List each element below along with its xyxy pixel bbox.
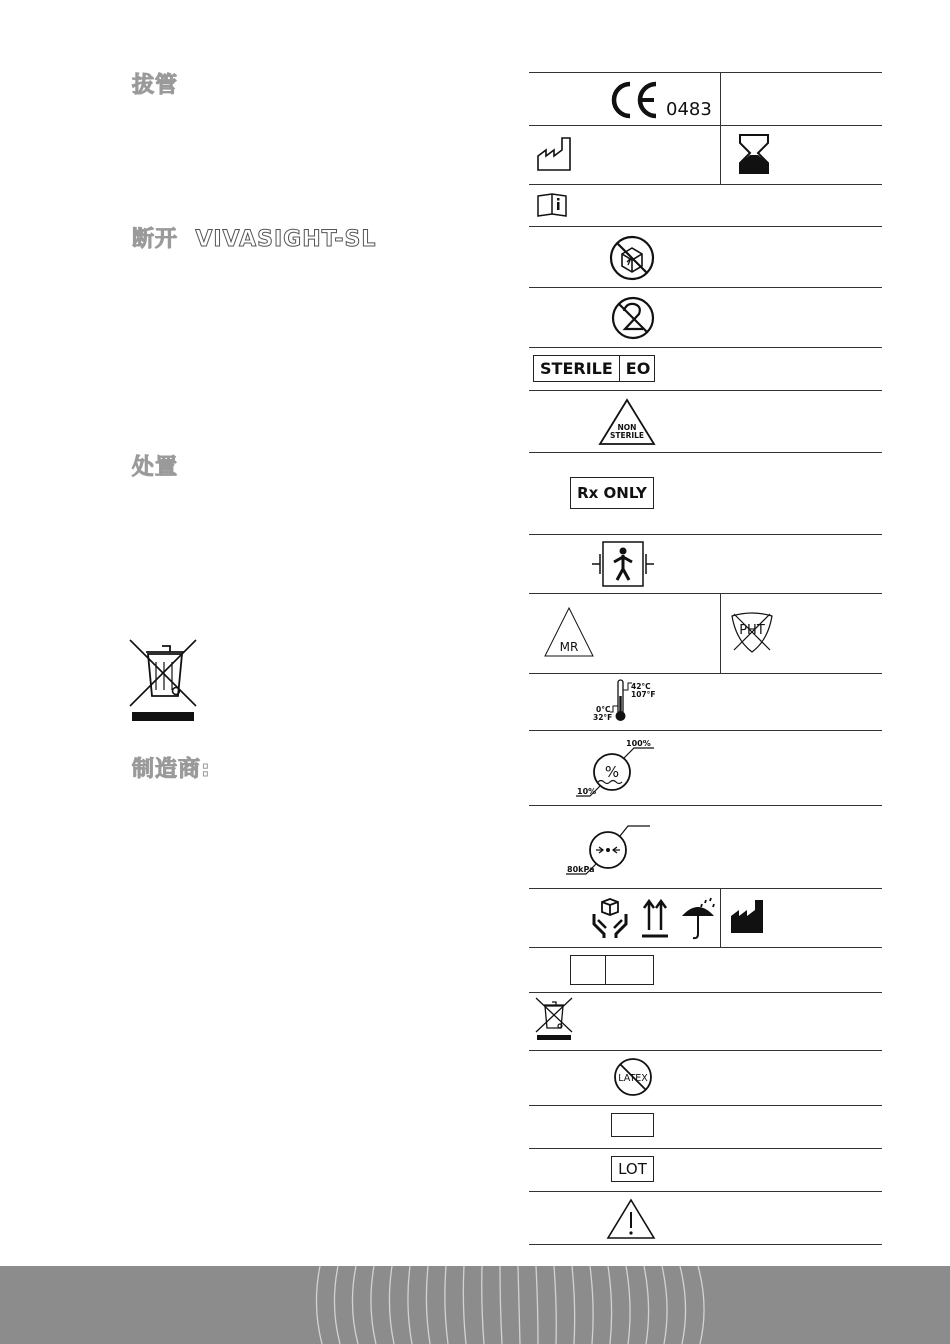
non-sterile-line1: NON [617, 423, 637, 432]
row-divider [529, 1191, 882, 1192]
atmospheric-pressure-icon [564, 822, 654, 878]
temp-high-f: 107°F [631, 690, 656, 699]
heading-removal: 拔管 [132, 73, 179, 98]
manufacturer-icon [730, 898, 768, 934]
consult-instructions-icon [536, 192, 568, 218]
weee-bin-icon [128, 636, 200, 726]
temperature-limit-icon [588, 678, 660, 726]
two-cell-label-box [570, 955, 654, 985]
two-cell-divider [605, 956, 606, 984]
eo-text: EO [625, 359, 651, 378]
heading-disconnect-prefix: 断开 [132, 227, 179, 252]
row-divider [529, 888, 882, 889]
heading-disconnect [132, 222, 376, 253]
use-by-hourglass-icon [738, 133, 770, 175]
humidity-high: 100% [626, 739, 651, 748]
row-divider [529, 72, 882, 73]
column-divider [720, 593, 721, 673]
row-divider [529, 347, 882, 348]
row-divider [529, 1244, 882, 1245]
row-divider [529, 947, 882, 948]
rx-only-label: Rx ONLY [570, 477, 654, 509]
row-divider [529, 534, 882, 535]
row-divider [529, 992, 882, 993]
row-divider [529, 287, 882, 288]
row-divider [529, 125, 882, 126]
this-way-up-icon [640, 898, 670, 940]
sterile-eo-label [533, 355, 655, 382]
row-divider [529, 1105, 882, 1106]
non-sterile-icon [598, 398, 656, 446]
row-divider [529, 1148, 882, 1149]
row-divider [529, 805, 882, 806]
row-divider [529, 184, 882, 185]
caution-warning-icon [606, 1198, 656, 1240]
ce-mark-icon [606, 80, 662, 120]
heading-disconnect-product: VIVASIGHT-SL [195, 227, 377, 252]
temp-low-c: 0°C [596, 705, 611, 714]
temp-high-c: 42°C [631, 682, 651, 691]
heading-disposal: 处置 [132, 455, 179, 480]
humidity-low: 10% [577, 787, 597, 796]
mr-conditional-icon [543, 606, 595, 658]
sterile-text: STERILE [534, 356, 620, 381]
footer-wave-decoration [0, 1266, 950, 1344]
column-divider [720, 888, 721, 947]
lot-label: LOT [611, 1156, 654, 1182]
mr-text: MR [559, 640, 579, 654]
empty-label-box [611, 1113, 654, 1137]
row-divider [529, 673, 882, 674]
non-sterile-line2: STERILE [609, 431, 645, 440]
weee-small-icon [534, 996, 574, 1042]
type-bf-applied-part-icon [590, 540, 656, 588]
fragile-handle-with-care-icon [590, 898, 630, 940]
temp-low-f: 32°F [593, 713, 613, 722]
footer-band [0, 1266, 950, 1344]
keep-dry-icon [678, 896, 718, 942]
heading-manufacturer: 制造商: [132, 757, 211, 782]
row-divider [529, 226, 882, 227]
date-of-manufacture-icon [536, 134, 576, 172]
pressure-label: 80kPa [567, 865, 595, 874]
do-not-use-if-damaged-icon [608, 234, 656, 282]
latex-text: LATEX [618, 1073, 648, 1084]
humidity-percent: % [604, 763, 620, 781]
row-divider [529, 730, 882, 731]
do-not-reuse-icon [610, 295, 656, 341]
pht-free-icon [728, 608, 776, 656]
pht-text: PHT [739, 623, 765, 638]
row-divider [529, 390, 882, 391]
latex-free-icon [612, 1056, 654, 1098]
row-divider [529, 593, 882, 594]
row-divider [529, 452, 882, 453]
column-divider [720, 72, 721, 185]
ce-number: 0483 [666, 99, 712, 120]
humidity-limit-icon [574, 736, 656, 798]
row-divider [529, 1050, 882, 1051]
